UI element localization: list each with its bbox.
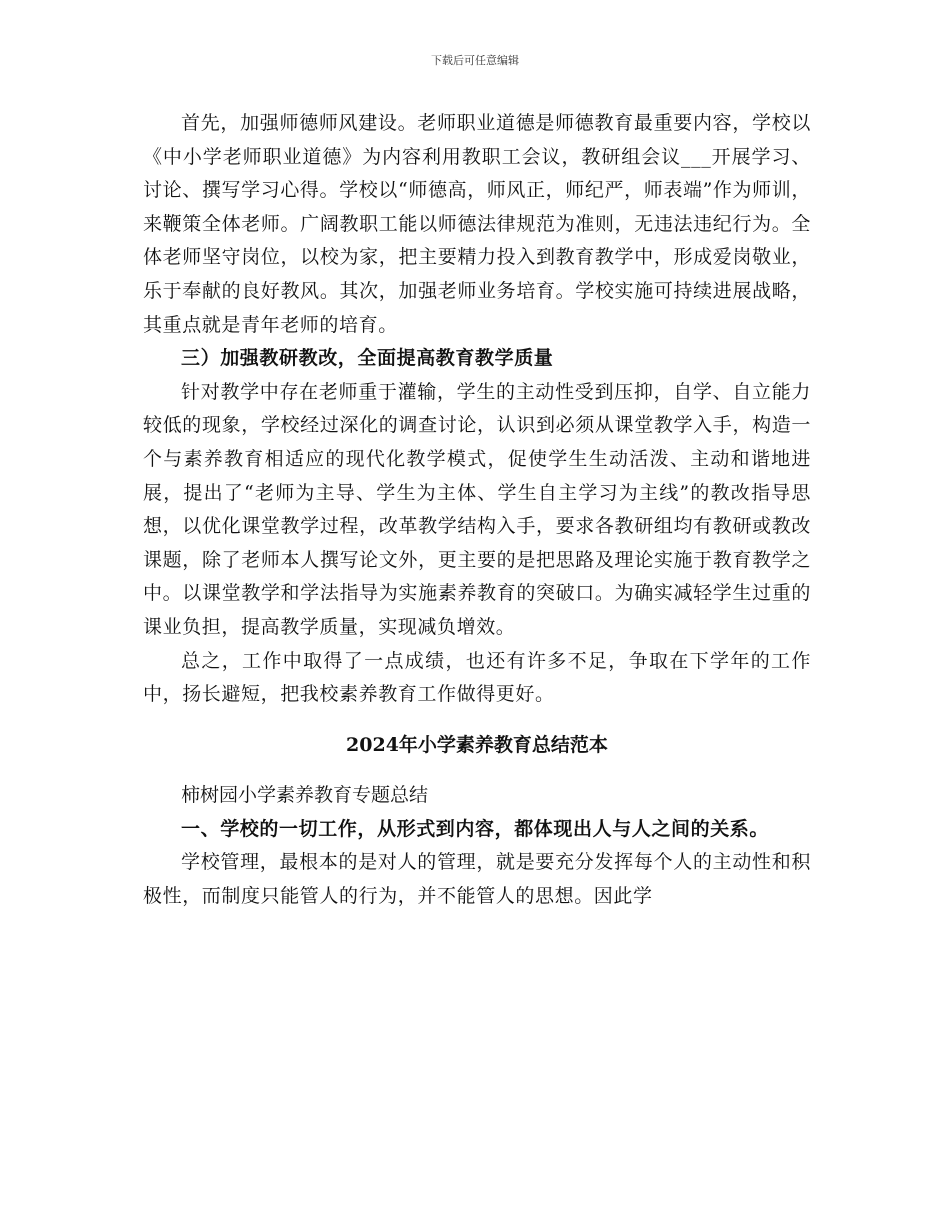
paragraph-school-management: 学校管理，最根本的是对人的管理，就是要充分发挥每个人的主动性和积极性，而制度只能管人的行为，并不能管人的思想。因此学 [143, 851, 811, 908]
page-header-note: 下载后可任意编辑 [431, 54, 519, 67]
section-heading-teaching-reform: 三）加强教研教改，全面提高教育教学质量 [181, 347, 554, 370]
document-title: 2024年小学素养教育总结范本 [346, 733, 608, 756]
section-heading-school-work: 一、学校的一切工作，从形式到内容，都体现出人与人之间的关系。 [181, 817, 770, 840]
paragraph-conclusion: 总之，工作中取得了一点成绩，也还有许多不足，争取在下学年的工作中，扬长避短，把我校素养教育工作做得更好。 [143, 649, 811, 706]
document-body [143, 107, 811, 914]
document-subtitle: 柿树园小学素养教育专题总结 [181, 784, 429, 807]
paragraph-teacher-ethics: 首先，加强师德师风建设。老师职业道德是师德教育最重要内容，学校以《中小学老师职业道德》为内容利用教职工会议，教研组会议___开展学习、讨论、撰写学习心得。学校以“师德高，师风正，师纪严，师表端”作为师训，来鞭策全体老师。广阔教职工能以师德法律规范为准则，无违法违纪行为。全体老师坚守岗位，以校为家，把主要精力投入到教育教学中，形成爱岗敬业，乐于奉献的良好教风。其次，加强老师业务培育。学校实施可持续进展战略，其重点就是青年老师的培育。 [143, 112, 811, 336]
paragraph-teaching-reform: 针对教学中存在老师重于灌输，学生的主动性受到压抑，自学、自立能力较低的现象，学校经过深化的调查讨论，认识到必须从课堂教学入手，构造一个与素养教育相适应的现代化教学模式，促使学生生动活泼、主动和谐地进展，提出了“老师为主导、学生为主体、学生自主学习为主线”的教改指导思想，以优化课堂教学过程，改革教学结构入手，要求各教研组均有教研或教改课题，除了老师本人撰写论文外，更主要的是把思路及理论实施于教育教学之中。以课堂教学和学法指导为实施素养教育的突破口。为确实减轻学生过重的课业负担，提高教学质量，实现减负增效。 [143, 380, 811, 638]
